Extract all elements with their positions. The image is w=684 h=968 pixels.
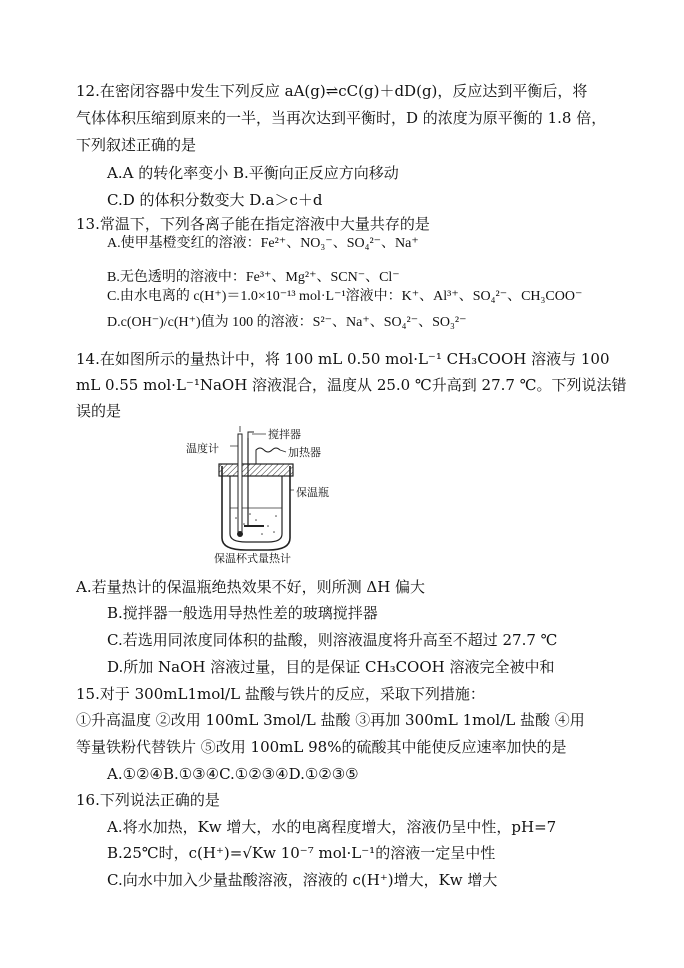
q12-stem-line-3: 下列叙述正确的是 (76, 136, 197, 154)
q12-options-line-2: C.D 的体积分数变大 D.a＞c＋d (107, 191, 323, 209)
q15-options: A.①②④B.①③④C.①②③④D.①②③⑤ (107, 765, 359, 783)
q14-option-b: B.搅拌器一般选用导热性差的玻璃搅拌器 (107, 604, 378, 622)
thermometer-bulb (237, 531, 243, 537)
q15-stem: 15.对于 300mL1mol/L 盐酸与铁片的反应，采取下列措施： (76, 685, 485, 703)
q15-measures-line-1: ①升高温度 ②改用 100mL 3mol/L 盐酸 ③再加 300mL 1mol/L 盐酸 ④用 (76, 711, 585, 729)
heater-label: 加热器 (288, 446, 321, 459)
q16-option-c: C.向水中加入少量盐酸溶液，溶液的 c(H⁺)增大，Kw 增大 (107, 871, 498, 889)
q13-stem: 13.常温下，下列各离子能在指定溶液中大量共存的是 (76, 215, 430, 233)
q13-option-c: C.由水电离的 c(H⁺)＝1.0×10⁻¹³ mol·L⁻¹溶液中：K⁺、Al³⁺、SO₄²⁻、CH₃COO⁻ (107, 289, 583, 304)
flask-label: 保温瓶 (296, 486, 329, 499)
q15-measures-line-2: 等量铁粉代替铁片 ⑤改用 100mL 98%的硫酸其中能使反应速率加快的是 (76, 738, 567, 756)
q12-stem-line-2: 气体体积压缩到原来的一半，当再次达到平衡时，D 的浓度为原平衡的 1.8 倍， (76, 109, 607, 127)
heater-wire (256, 448, 280, 464)
q14-option-d: D.所加 NaOH 溶液过量，目的是保证 CH₃COOH 溶液完全被中和 (107, 658, 555, 676)
thermometer-label: 温度计 (186, 442, 219, 455)
q14-option-c: C.若选用同浓度同体积的盐酸，则溶液温度将升高至不超过 27.7 ℃ (107, 631, 558, 649)
q14-option-a: A.若量热计的保温瓶绝热效果不好，则所测 ΔH 偏大 (76, 578, 426, 596)
calorimeter-figure (186, 426, 346, 564)
q13-option-d: D.c(OH⁻)/c(H⁺)值为 100 的溶液：S²⁻、Na⁺、SO₄²⁻、SO₃²⁻ (107, 315, 467, 330)
stirrer-label: 搅拌器 (268, 428, 301, 441)
q12-stem-line-1: 12.在密闭容器中发生下列反应 aA(g)⇌cC(g)＋dD(g)，反应达到平衡后，将 (76, 82, 588, 100)
q14-stem-line-3: 误的是 (76, 402, 122, 420)
q14-stem-line-2: mL 0.55 mol·L⁻¹NaOH 溶液混合，温度从 25.0 ℃升高到 27.7 ℃。下列说法错 (76, 376, 627, 394)
figure-caption: 保温杯式量热计 (214, 552, 291, 565)
q12-options-line-1: A.A 的转化率变小 B.平衡向正反应方向移动 (107, 164, 399, 182)
q14-stem-line-1: 14.在如图所示的量热计中，将 100 mL 0.50 mol·L⁻¹ CH₃COOH 溶液与 100 (76, 350, 610, 368)
q16-option-b: B.25℃时，c(H⁺)=√Kw 10⁻⁷ mol·L⁻¹的溶液一定呈中性 (107, 844, 496, 862)
q16-stem: 16.下列说法正确的是 (76, 791, 220, 809)
q16-option-a: A.将水加热，Kw 增大，水的电离程度增大，溶液仍呈中性，pH=7 (107, 818, 557, 836)
vessel-lid (219, 464, 293, 476)
q13-option-b: B.无色透明的溶液中：Fe³⁺、Mg²⁺、SCN⁻、Cl⁻ (107, 270, 400, 285)
q13-option-a: A.使甲基橙变红的溶液：Fe²⁺、NO₃⁻、SO₄²⁻、Na⁺ (107, 236, 419, 251)
thermometer (238, 434, 242, 532)
